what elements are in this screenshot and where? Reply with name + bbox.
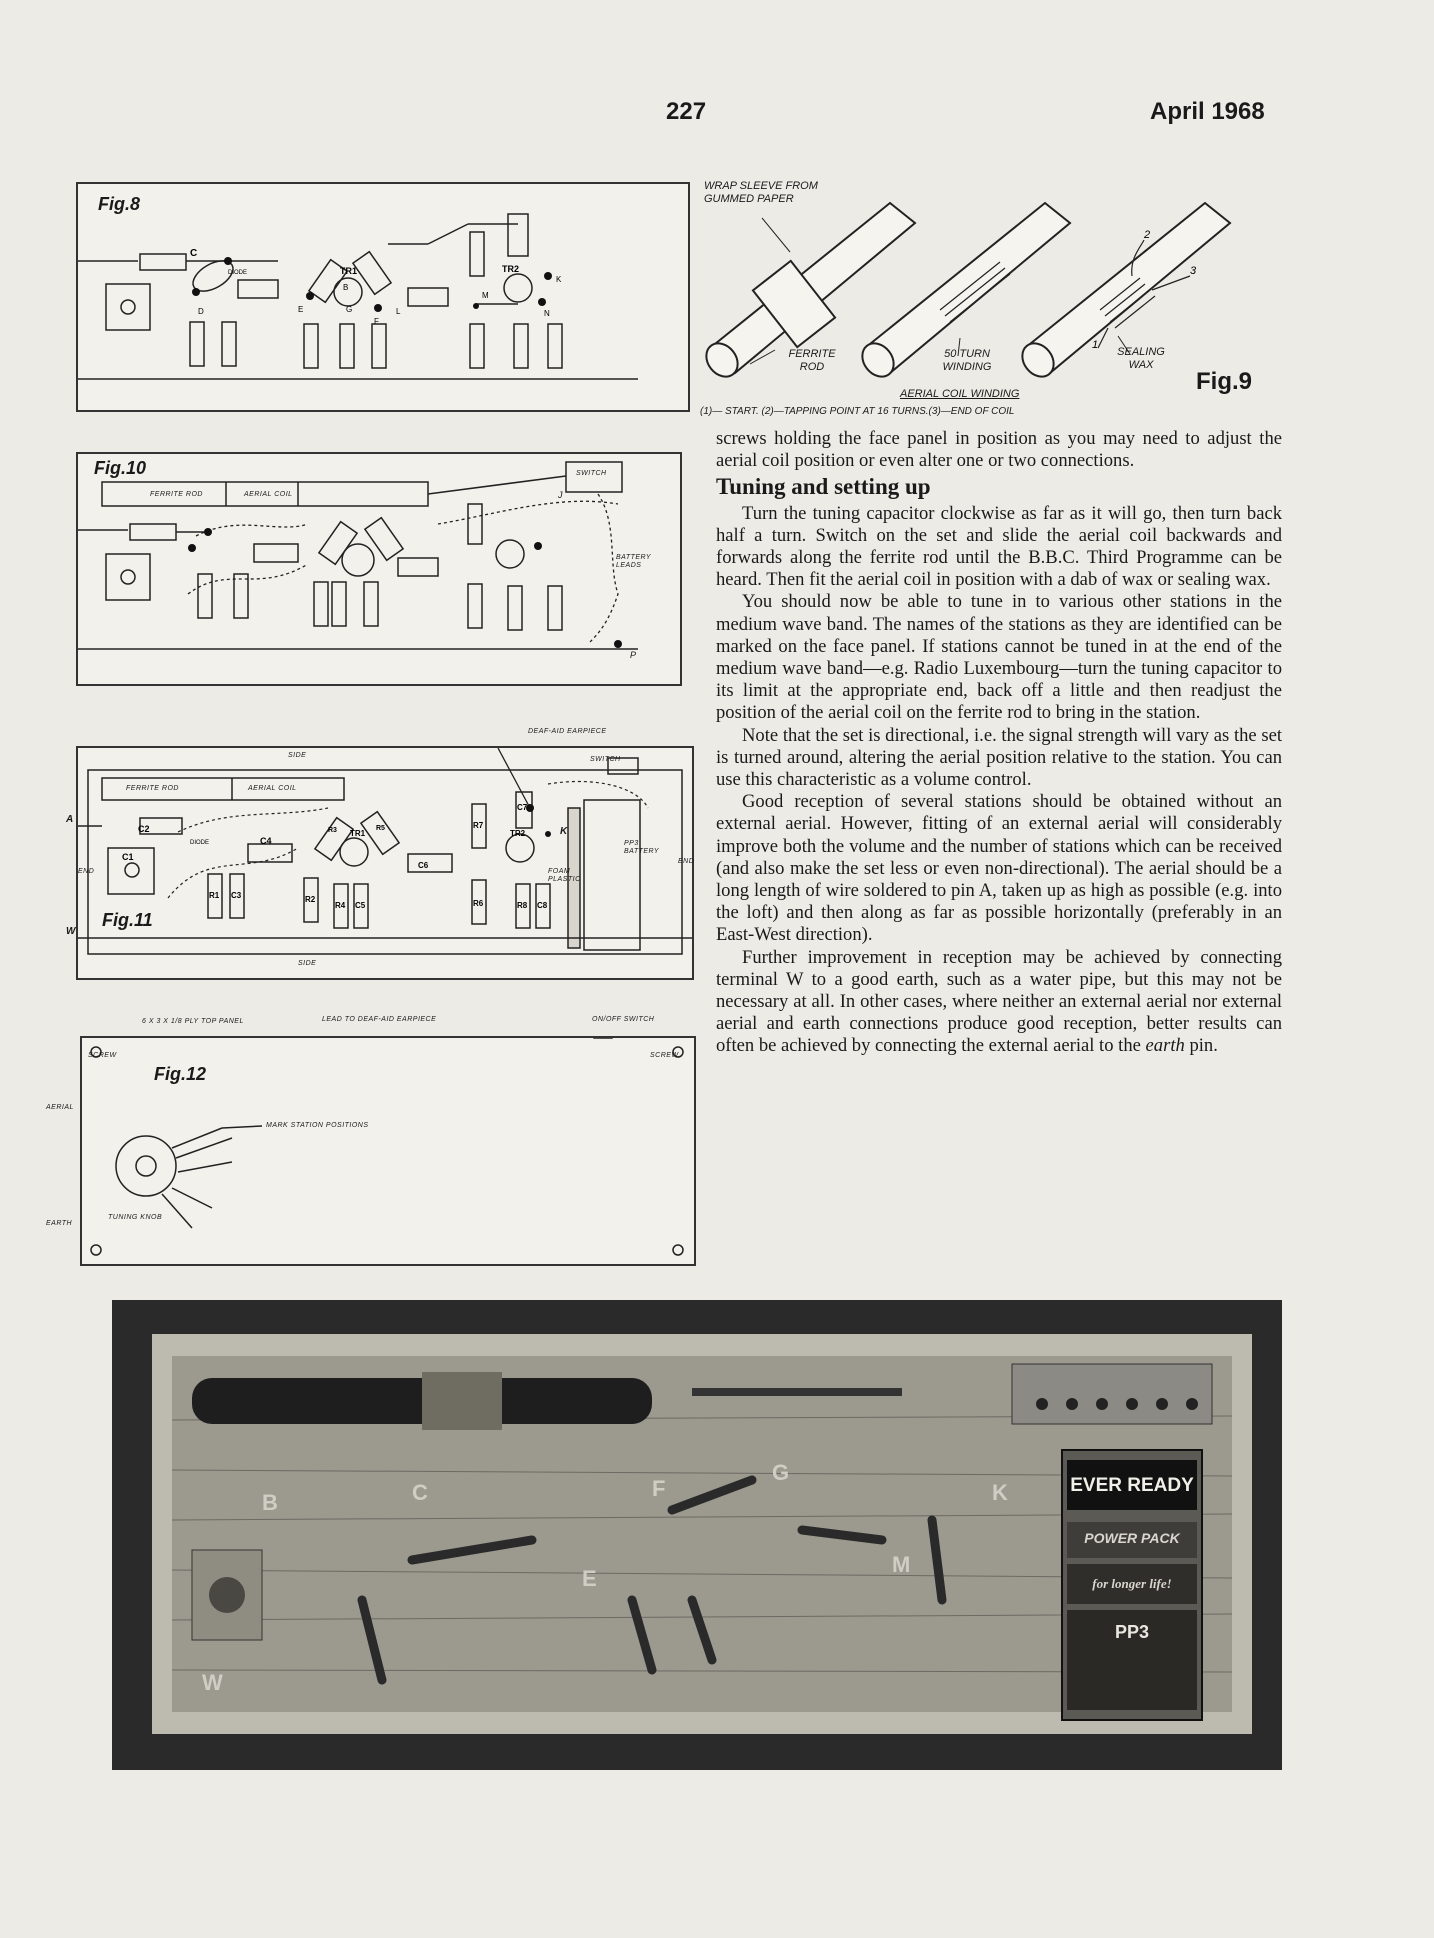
fig11-part-r2: R2 xyxy=(305,895,316,904)
fig9-50-turn: 50 TURN WINDING xyxy=(942,348,992,373)
fig10-ferrite-rod: FERRITE ROD xyxy=(150,491,203,498)
battery-slogan: for longer life! xyxy=(1092,1576,1172,1591)
fig12-diagram xyxy=(46,1016,696,1266)
fig8-label-k: K xyxy=(556,275,562,284)
fig11-part-r6: R6 xyxy=(473,899,484,908)
fig11-part-c8: C8 xyxy=(537,901,548,910)
fig8-diagram xyxy=(76,182,690,412)
fig10-title: Fig.10 xyxy=(94,458,147,478)
fig11-part-r4: R4 xyxy=(335,901,346,910)
photo-mark-g: G xyxy=(772,1460,790,1485)
fig10-battery-leads: BATTERY LEADS xyxy=(616,554,651,569)
fig11-side-top: SIDE xyxy=(288,752,307,759)
fig9-label: Fig.9 xyxy=(1196,368,1253,395)
fig8-label-e: E xyxy=(298,305,304,314)
fig9-sealing-wax: SEALING WAX xyxy=(1117,346,1165,371)
photo-mark-b: B xyxy=(262,1490,278,1515)
fig8-label-m: M xyxy=(482,291,489,300)
fig11-part-r3: R3 xyxy=(328,827,337,834)
radio-photo xyxy=(112,1300,1282,1770)
fig12-onoff: ON/OFF SWITCH xyxy=(592,1016,655,1023)
fig8-title: Fig.8 xyxy=(98,194,141,214)
fig8-label-diode: DIODE xyxy=(228,270,248,276)
photo-mark-w: W xyxy=(202,1670,223,1695)
fig10-j: J xyxy=(558,490,563,500)
fig11-battery: PP3 BATTERY xyxy=(624,840,660,855)
fig11-part-c7: C7 xyxy=(517,803,528,812)
fig8-label-tr1: TR1 xyxy=(340,266,358,276)
fig9-title: AERIAL COIL WINDING xyxy=(900,388,1020,400)
article-p1: Turn the tuning capacitor clockwise as far as it will go, then turn back half a turn. Switch on the set and slide the aerial coil backwards and forwards along the ferrite rod until the B.B.C. Third Programme can be heard. Then fit the aerial coil in position with a dab of wax or sealing wax. xyxy=(716,502,1282,591)
fig11-switch: SWITCH xyxy=(590,756,621,763)
fig9-num-3: 3 xyxy=(1190,265,1197,277)
fig12-mark-station: MARK STATION POSITIONS xyxy=(266,1122,369,1129)
fig10-diagram xyxy=(76,452,682,686)
article-p3: Note that the set is directional, i.e. the signal strength will vary as the set is turned around, altering the aerial position relative to the station. You can use this characteristic as a volume control. xyxy=(716,724,1282,791)
fig8-label-g: G xyxy=(346,305,353,314)
fig10-switch: SWITCH xyxy=(576,470,607,477)
fig12-earth: EARTH xyxy=(46,1220,73,1227)
fig12-title: Fig.12 xyxy=(154,1064,207,1084)
fig11-pin-w: W xyxy=(66,926,76,937)
article-heading: Tuning and setting up xyxy=(716,474,931,500)
fig12-tuning-knob: TUNING KNOB xyxy=(108,1214,163,1221)
fig11-end-right: END xyxy=(678,858,695,865)
fig11-part-c1: C1 xyxy=(122,852,134,862)
issue-date: April 1968 xyxy=(1150,98,1265,125)
fig11-part-tr2: TR2 xyxy=(510,829,526,838)
fig8-label-n: N xyxy=(544,309,550,318)
fig11-title: Fig.11 xyxy=(102,910,153,930)
fig11-ferrite-rod: FERRITE ROD xyxy=(126,785,179,792)
article-p5: Further improvement in reception may be achieved by connecting terminal W to a good earth, such as a water pipe, but this may not be necessary at all. In other cases, where neither an external aerial nor external aerial and earth connections produce good reception, better results can often be achieved by connecting the external aerial to the earth pin. xyxy=(716,946,1282,1057)
fig11-layout xyxy=(78,748,695,978)
fig8-label-tr2: TR2 xyxy=(502,264,520,274)
photo-mark-m: M xyxy=(892,1552,911,1577)
fig11-part-c3: C3 xyxy=(231,891,242,900)
fig11-part-c5: C5 xyxy=(355,901,366,910)
fig8-label-c: C xyxy=(190,248,198,259)
fig8-label-l: L xyxy=(396,307,401,316)
fig8-label-b: B xyxy=(343,283,349,292)
fig11-part-r5: R5 xyxy=(376,825,385,832)
page-number: 227 xyxy=(666,98,707,125)
fig10-p: P xyxy=(630,650,637,660)
fig11-part-tr1: TR1 xyxy=(350,829,366,838)
fig11-side-bottom: SIDE xyxy=(298,960,317,967)
fig9-ferrite-rod: FERRITE ROD xyxy=(788,348,836,373)
article-p4: Good reception of several stations should be obtained without an external aerial. However, fitting of an external aerial will considerably improve both the volume and the number of stations which can be received (and also make the set less or even non-directional). The aerial should be a long length of wire soldered to pin A, taken up as high as possible (e.g. into the loft) and then along as far as possible horizontally (preferably in an East-West direction). xyxy=(716,791,1282,946)
fig11-part-r1: R1 xyxy=(209,891,220,900)
fig11-part-diode: DIODE xyxy=(190,840,210,846)
fig9-wrap-note: WRAP SLEEVE FROM GUMMED PAPER xyxy=(704,180,818,205)
fig9-num-1: 1 xyxy=(1092,339,1099,351)
fig11-part-c6: C6 xyxy=(418,861,429,870)
fig11-part-c4: C4 xyxy=(260,836,272,846)
fig11-part-r8: R8 xyxy=(517,901,528,910)
fig11-part-c2: C2 xyxy=(138,824,150,834)
fig8-label-d: D xyxy=(198,307,204,316)
fig12-screw-right: SCREW xyxy=(650,1052,679,1059)
battery-power-pack: POWER PACK xyxy=(1084,1530,1180,1546)
fig9-caption: (1)— START. (2)—TAPPING POINT AT 16 TURNS.(3)—END OF COIL xyxy=(700,406,1015,417)
fig12-screw-left: SCREW xyxy=(88,1052,117,1059)
fig9-num-2: 2 xyxy=(1144,229,1151,241)
fig9-diagram xyxy=(700,178,1300,423)
photo-mark-k: K xyxy=(992,1480,1008,1505)
fig12-aerial: AERIAL xyxy=(46,1104,74,1111)
fig8-schematic xyxy=(78,184,688,410)
battery-brand: EVER READY xyxy=(1070,1475,1194,1496)
fig10-aerial-coil: AERIAL COIL xyxy=(244,491,293,498)
fig11-deaf-aid: DEAF-AID EARPIECE xyxy=(528,728,607,735)
fig11-pin-a: A xyxy=(66,814,74,825)
fig11-pin-k: K xyxy=(560,826,568,837)
fig11-diagram xyxy=(66,728,695,980)
fig11-foam: FOAM PLASTIC xyxy=(548,868,581,883)
fig11-aerial-coil: AERIAL COIL xyxy=(248,785,297,792)
article-p2: You should now be able to tune in to various other stations in the medium wave band. The names of the stations as they are identified can be marked on the face panel. If stations cannot be tuned in at the end of the medium wave band—e.g. Radio Luxembourg—turn the tuning capacitor to its limit at the appropriate end, back off a little and then readjust the position of the aerial coil on the ferrite rod to bring in the station. xyxy=(716,591,1282,724)
fig12-top-panel-label: 6 X 3 X 1/8 PLY TOP PANEL xyxy=(142,1018,244,1025)
fig11-part-r7: R7 xyxy=(473,821,484,830)
article-text xyxy=(716,428,1282,1058)
photo-mark-c: C xyxy=(412,1480,428,1505)
fig8-label-f: F xyxy=(374,317,379,326)
fig11-end-left: END xyxy=(78,868,95,875)
photo-mark-e: E xyxy=(582,1566,597,1591)
fig10-schematic xyxy=(78,454,680,684)
photo-mark-f: F xyxy=(652,1476,666,1501)
fig12-lead: LEAD TO DEAF-AID EARPIECE xyxy=(322,1016,437,1023)
battery-model: PP3 xyxy=(1114,1622,1150,1642)
article-intro: screws holding the face panel in position as you may need to adjust the aerial coil position or even alter one or two connections. xyxy=(716,428,1282,472)
